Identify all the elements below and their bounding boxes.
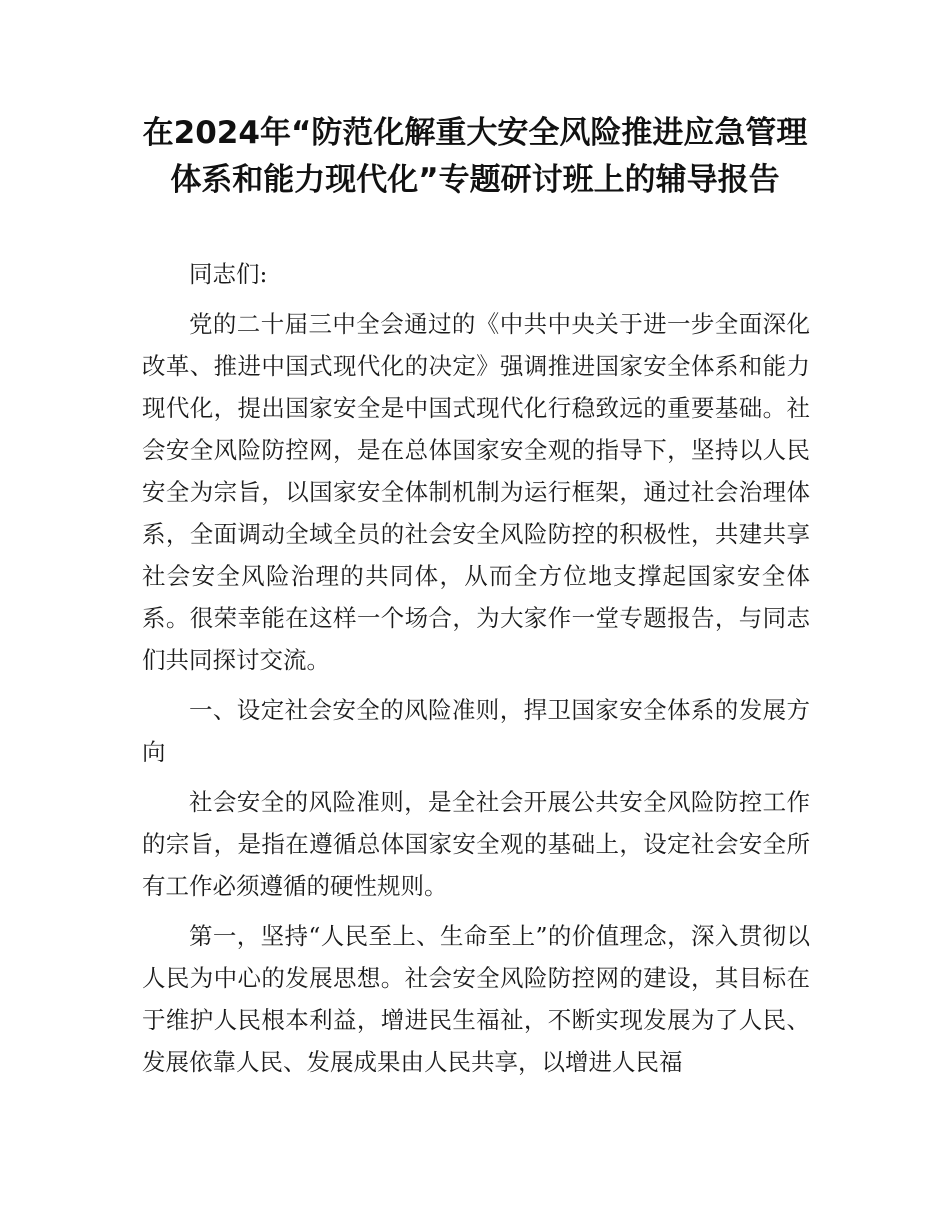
document-title: 在2024年“防范化解重大安全风险推进应急管理体系和能力现代化”专题研讨班上的辅导报告 — [142, 115, 808, 198]
paragraph-first-point: 第一，坚持“人民至上、生命至上”的价值理念，深入贯彻以人民为中心的发展思想。社会安全风险防控网的建设，其目标在于维护人民根本利益，增进民生福祉，不断实现发展为了人民、发展依靠人民、发展成果由人民共享，以增进人民福 — [142, 922, 810, 1076]
section-heading-1: 一、设定社会安全的风险准则，捍卫国家安全体系的发展方向 — [142, 696, 810, 766]
salutation: 同志们: — [189, 260, 268, 288]
paragraph-intro: 党的二十届三中全会通过的《中共中央关于进一步全面深化改革、推进中国式现代化的决定》强调推进国家安全体系和能力现代化，提出国家安全是中国式现代化行稳致远的重要基础。社会安全风险防控网，是在总体国家安全观的指导下，坚持以人民安全为宗旨，以国家安全体制机制为运行框架，通过社会治理体系，全面调动全域全员的社会安全风险防控的积极性，共建共享社会安全风险治理的共同体，从而全方位地支撑起国家安全体系。很荣幸能在这样一个场合，为大家作一堂专题报告，与同志们共同探讨交流。 — [142, 310, 810, 674]
document-body — [142, 253, 810, 1091]
paragraph-risk-principles: 社会安全的风险准则，是全社会开展公共安全风险防控工作的宗旨，是指在遵循总体国家安全观的基础上，设定社会安全所有工作必须遵循的硬性规则。 — [142, 788, 810, 900]
